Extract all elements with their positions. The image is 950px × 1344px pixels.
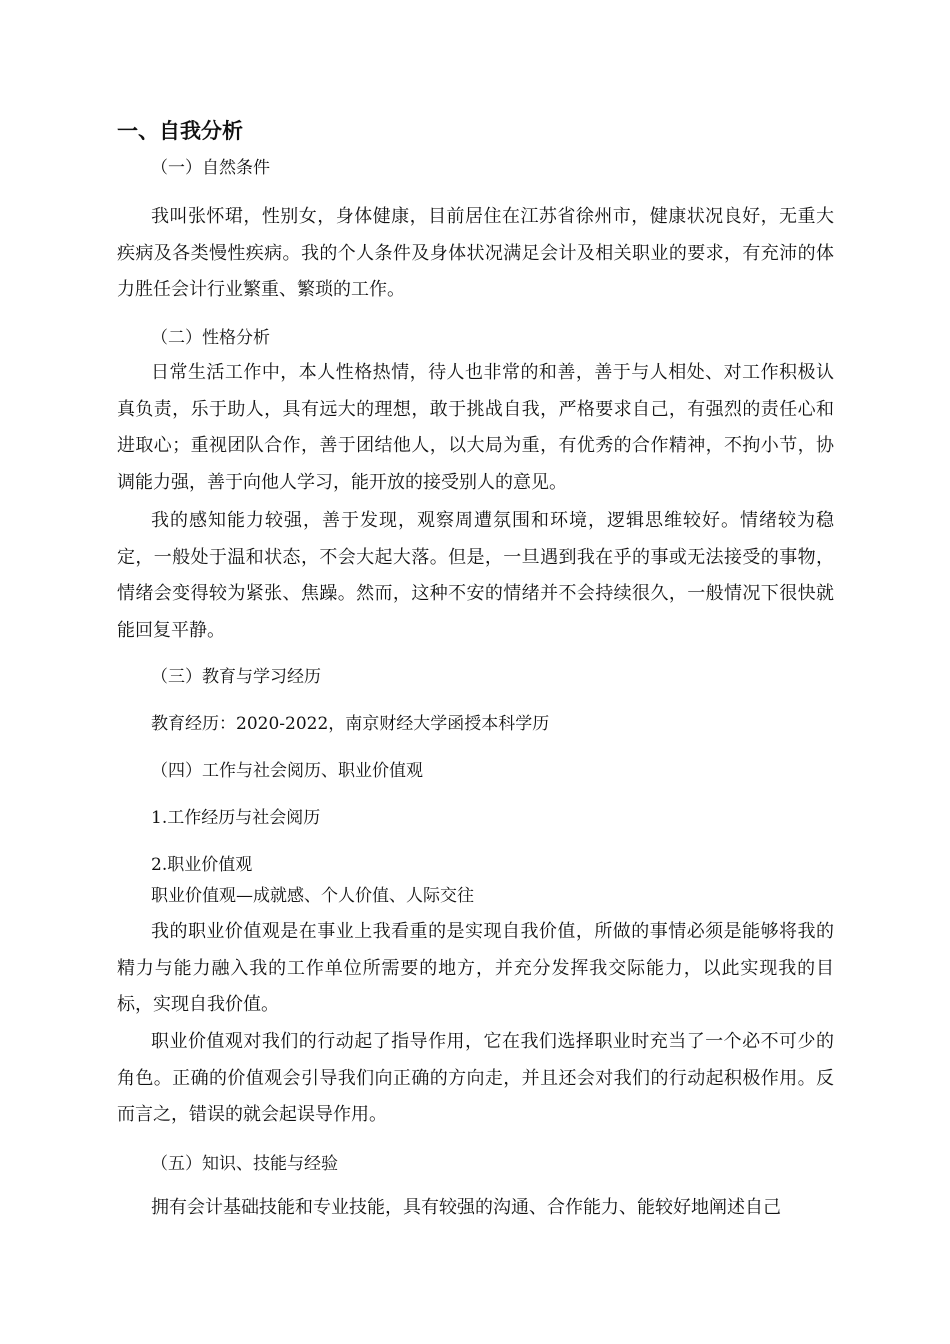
heading-education: （三）教育与学习经历 [151, 667, 321, 687]
heading-skills: （五）知识、技能与经验 [151, 1154, 338, 1174]
paragraph-career-values-2: 职业价值观对我们的行动起了指导作用，它在我们选择职业时充当了一个必不可少的角色。正确的价值观会引导我们向正确的方向走，并且还会对我们的行动起积极作用。反而言之，错误的就会起误导作用。 [117, 1031, 834, 1125]
paragraph-natural-conditions: 我叫张怀珺，性别女，身体健康，目前居住在江苏省徐州市，健康状况良好，无重大疾病及各类慢性疾病。我的个人条件及身体状况满足会计及相关职业的要求，有充沛的体力胜任会计行业繁重、繁琐的工作。 [117, 206, 834, 300]
paragraph-personality-2: 我的感知能力较强，善于发现，观察周遭氛围和环境，逻辑思维较好。情绪较为稳定，一般处于温和状态，不会大起大落。但是，一旦遇到我在乎的事或无法接受的事物，情绪会变得较为紧张、焦躁。然而，这种不安的情绪并不会持续很久，一般情况下很快就能回复平静。 [117, 510, 834, 641]
item-career-values: 2.职业价值观 [151, 855, 253, 875]
paragraph-personality-1: 日常生活工作中，本人性格热情，待人也非常的和善，善于与人相处、对工作积极认真负责，乐于助人，具有远大的理想，敢于挑战自我，严格要求自己，有强烈的责任心和进取心；重视团队合作，善于团结他人，以大局为重，有优秀的合作精神，不拘小节，协调能力强，善于向他人学习，能开放的接受别人的意见。 [117, 362, 834, 493]
heading-personality: （二）性格分析 [151, 328, 270, 348]
heading-work-values: （四）工作与社会阅历、职业价值观 [151, 761, 423, 781]
paragraph-career-values-1: 我的职业价值观是在事业上我看重的是实现自我价值，所做的事情必须是能够将我的精力与能力融入我的工作单位所需要的地方，并充分发挥我交际能力，以此实现我的目标，实现自我价值。 [117, 921, 834, 1015]
career-values-line: 职业价值观—成就感、个人价值、人际交往 [151, 886, 474, 906]
heading-natural-conditions: （一）自然条件 [151, 158, 270, 178]
education-line: 教育经历：2020-2022，南京财经大学函授本科学历 [151, 714, 550, 734]
item-work-experience: 1.工作经历与社会阅历 [151, 808, 321, 828]
section-title: 一、自我分析 [117, 119, 243, 143]
paragraph-skills: 拥有会计基础技能和专业技能，具有较强的沟通、合作能力、能较好地阐述自己 [151, 1197, 781, 1218]
